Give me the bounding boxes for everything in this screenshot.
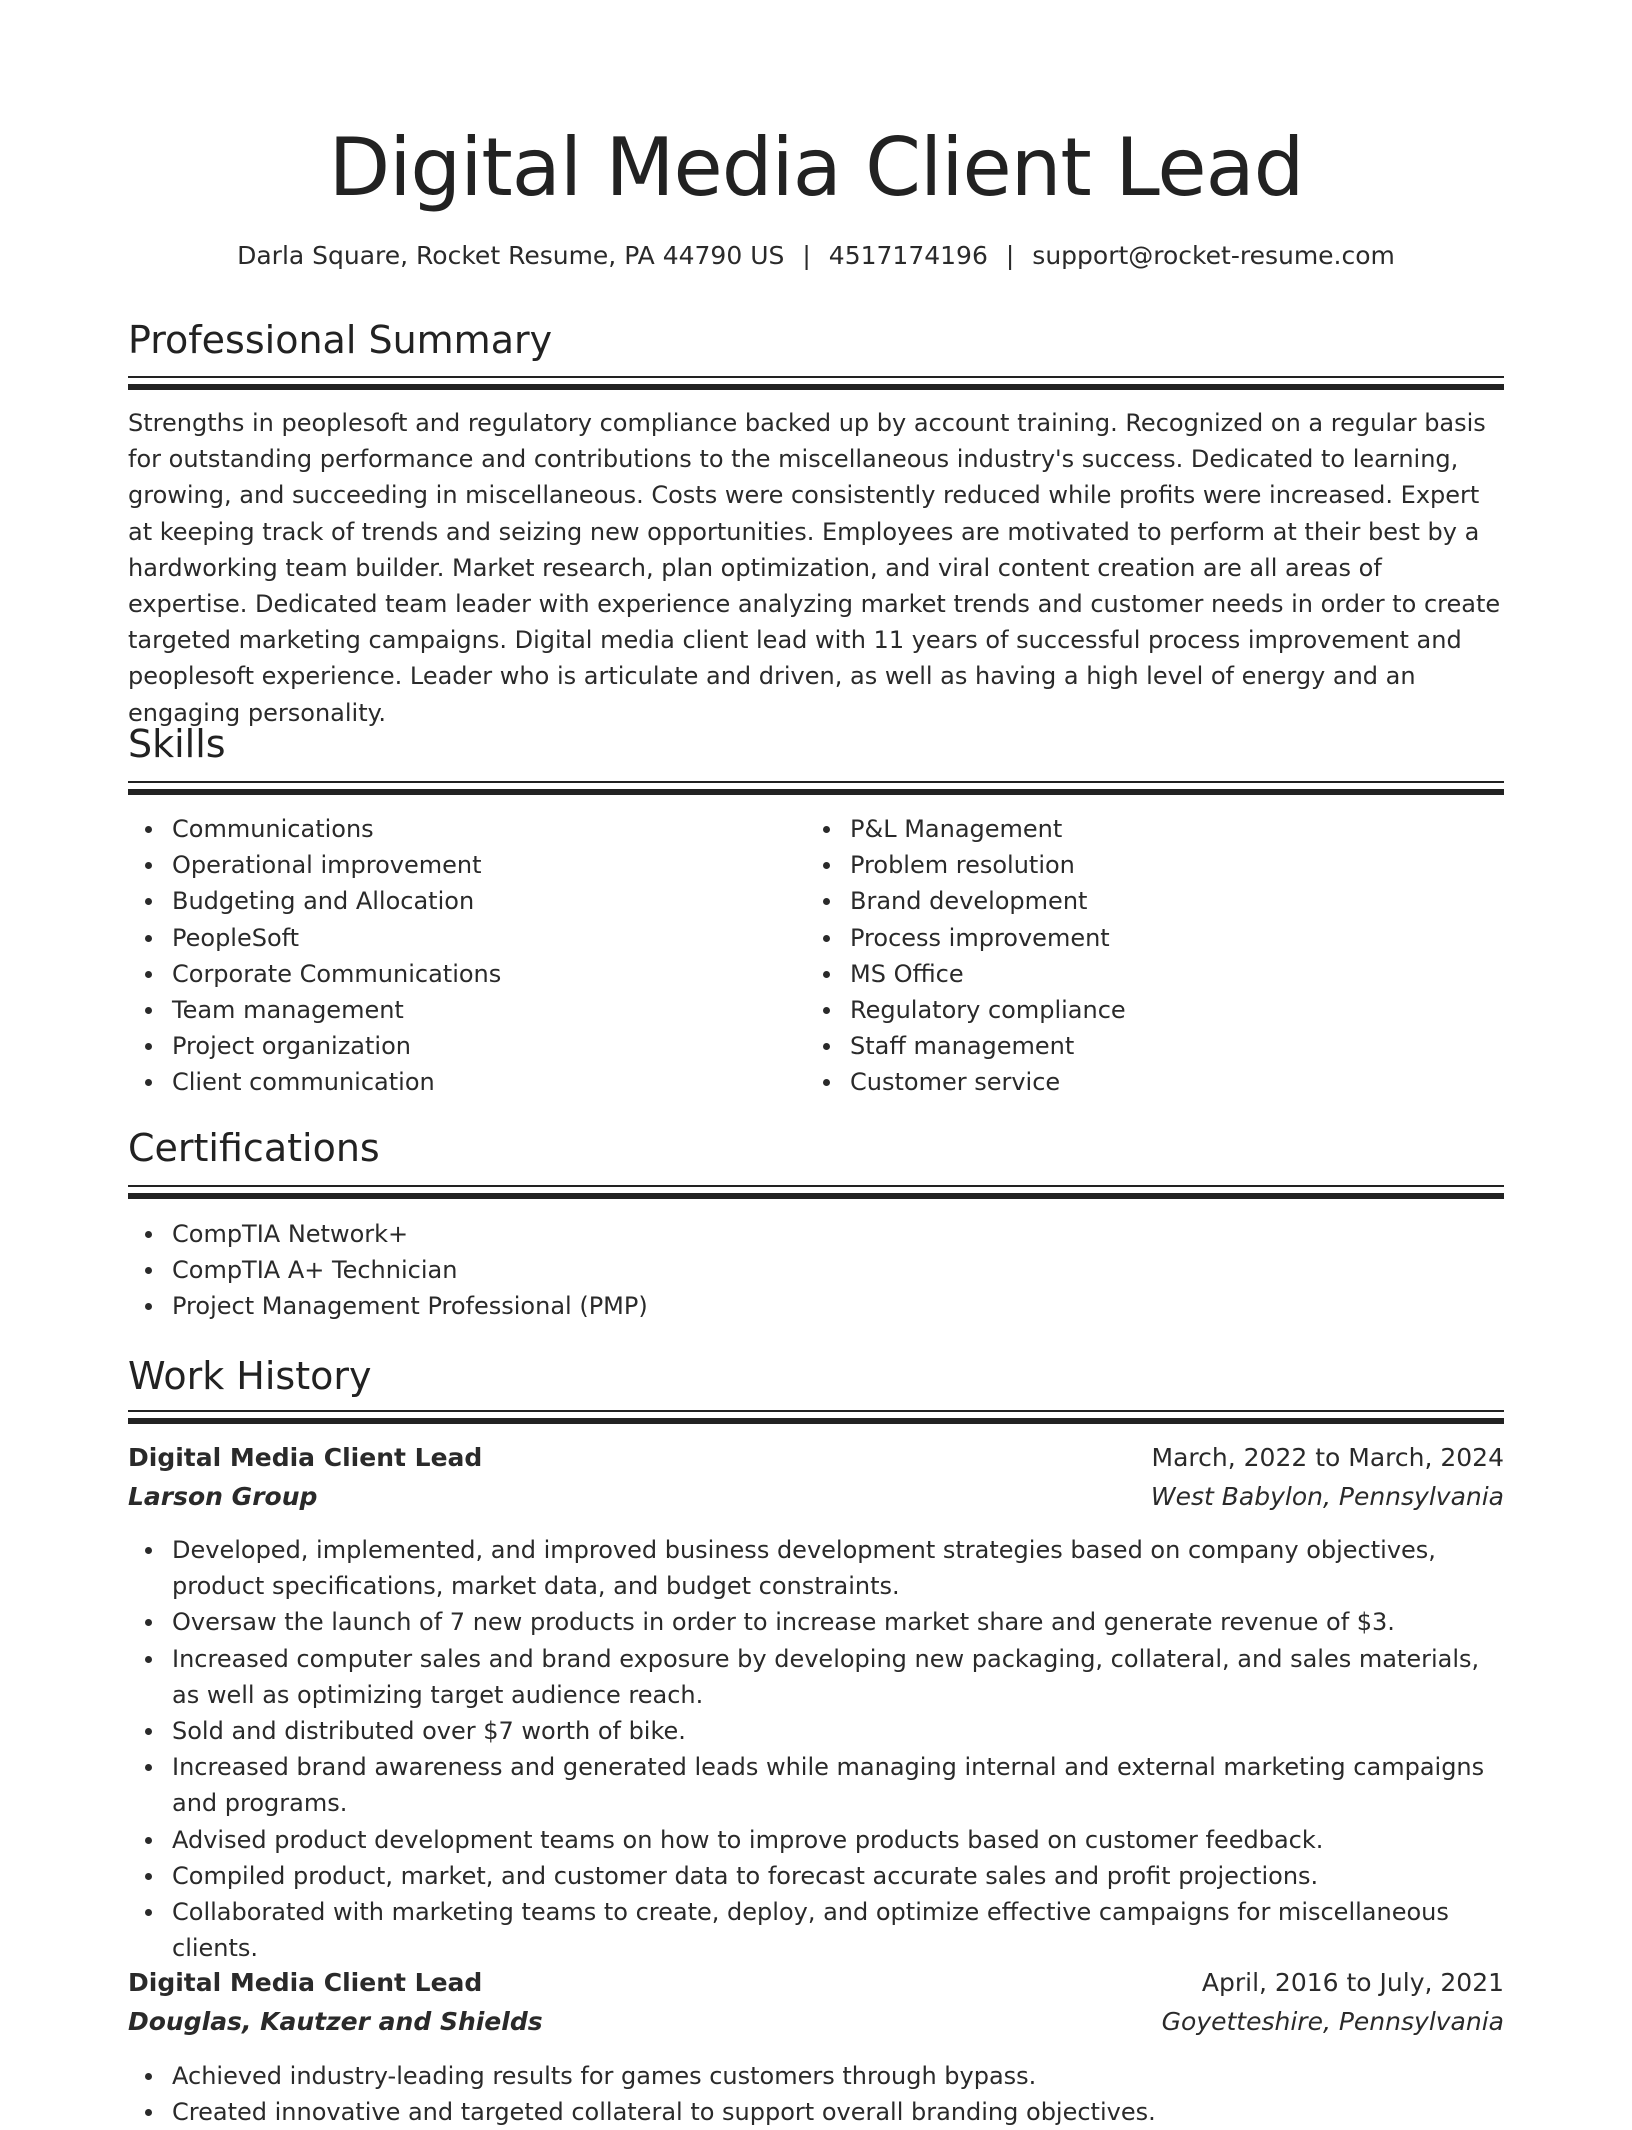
- job-bullet: Compiled product, market, and customer data to forecast accurate sales and profit projections.: [128, 1858, 1504, 1894]
- certification-item: CompTIA Network+: [128, 1216, 1504, 1252]
- skill-item: Client communication: [128, 1064, 808, 1100]
- job-bullets-wrap: [128, 1532, 1504, 1966]
- skill-item: Corporate Communications: [128, 956, 808, 992]
- section-heading-summary: Professional Summary: [128, 318, 553, 362]
- job-dates: April, 2016 to July, 2021: [1201, 1968, 1504, 1997]
- job-company: Larson Group: [128, 1482, 318, 1511]
- skill-item: PeopleSoft: [128, 920, 808, 956]
- job-bullet: Sold and distributed over $7 worth of bike.: [128, 1713, 1504, 1749]
- job-bullet: Increased computer sales and brand exposure by developing new packaging, collateral, and sales materials, as well as optimizing target audience reach.: [128, 1641, 1504, 1713]
- contact-email: support@rocket-resume.com: [1032, 241, 1395, 270]
- job-bullet: Created innovative and targeted collateral to support overall branding objectives.: [128, 2094, 1504, 2130]
- contact-line: [128, 238, 1504, 274]
- skill-item: Budgeting and Allocation: [128, 883, 808, 919]
- job-bullets-wrap: [128, 2058, 1504, 2130]
- certification-item: CompTIA A+ Technician: [128, 1252, 1504, 1288]
- skill-item: P&L Management: [806, 811, 1486, 847]
- skills-column-left: [128, 811, 808, 1101]
- skill-item: Process improvement: [806, 920, 1486, 956]
- skill-item: Communications: [128, 811, 808, 847]
- section-heading-certifications: Certifications: [128, 1126, 380, 1170]
- work-history-section: [128, 1352, 1504, 1400]
- summary-text: Strengths in peoplesoft and regulatory compliance backed up by account training. Recognized on a regular basis for outstanding performance and contributions to the miscellaneous industry's success. Dedicated to learning, growing, and succeeding in miscellaneous. Costs were consistently reduced while profits were increased. Expert at keeping track of trends and seizing new opportunities. Employees are motivated to perform at their best by a hardworking team builder. Market research, plan optimization, and viral content creation are all areas of expertise. Dedicated team leader with experience analyzing market trends and customer needs in order to create targeted marketing campaigns. Digital media client lead with 11 years of successful process improvement and peoplesoft experience. Leader who is articulate and driven, as well as having a high level of energy and an engaging personality.: [128, 409, 1501, 727]
- skill-item: Operational improvement: [128, 847, 808, 883]
- section-heading-skills: Skills: [128, 722, 226, 766]
- skill-item: Team management: [128, 992, 808, 1028]
- contact-separator: |: [1005, 241, 1015, 270]
- job-bullet: Increased brand awareness and generated leads while managing internal and external marketing campaigns and programs.: [128, 1749, 1504, 1821]
- skill-item: Regulatory compliance: [806, 992, 1486, 1028]
- contact-separator: |: [802, 241, 811, 270]
- skill-item: Brand development: [806, 883, 1486, 919]
- contact-address: Darla Square, Rocket Resume, PA 44790 US: [237, 241, 785, 270]
- summary-section: [128, 316, 1504, 364]
- job-location: West Babylon, Pennsylvania: [1150, 1482, 1504, 1511]
- skill-item: Problem resolution: [806, 847, 1486, 883]
- job-entry-header: [128, 1965, 1504, 2045]
- job-company: Douglas, Kautzer and Shields: [128, 2007, 543, 2036]
- certifications-section: [128, 1124, 1504, 1172]
- skills-section: [128, 720, 1504, 768]
- certifications-list-wrap: [128, 1216, 1504, 1325]
- job-bullet: Collaborated with marketing teams to create, deploy, and optimize effective campaigns for miscellaneous clients.: [128, 1894, 1504, 1966]
- skill-item: Staff management: [806, 1028, 1486, 1064]
- skills-column-right: [806, 811, 1486, 1101]
- resume-title: Digital Media Client Lead: [328, 121, 1304, 214]
- certification-item: Project Management Professional (PMP): [128, 1288, 1504, 1324]
- contact-phone: 4517174196: [828, 241, 988, 270]
- job-bullet: Oversaw the launch of 7 new products in order to increase market share and generate revenue of $3.: [128, 1604, 1504, 1640]
- skill-item: Project organization: [128, 1028, 808, 1064]
- skill-item: Customer service: [806, 1064, 1486, 1100]
- job-location: Goyetteshire, Pennsylvania: [1161, 2007, 1504, 2036]
- job-title: Digital Media Client Lead: [128, 1443, 483, 1472]
- job-bullet: Developed, implemented, and improved business development strategies based on company objectives, product specifications, market data, and budget constraints.: [128, 1532, 1504, 1604]
- job-dates: March, 2022 to March, 2024: [1151, 1443, 1504, 1472]
- section-heading-work-history: Work History: [128, 1354, 372, 1398]
- job-bullet: Advised product development teams on how to improve products based on customer feedback.: [128, 1822, 1504, 1858]
- job-title: Digital Media Client Lead: [128, 1968, 483, 1997]
- job-bullet: Achieved industry-leading results for games customers through bypass.: [128, 2058, 1504, 2094]
- skill-item: MS Office: [806, 956, 1486, 992]
- job-entry-header: [128, 1440, 1504, 1520]
